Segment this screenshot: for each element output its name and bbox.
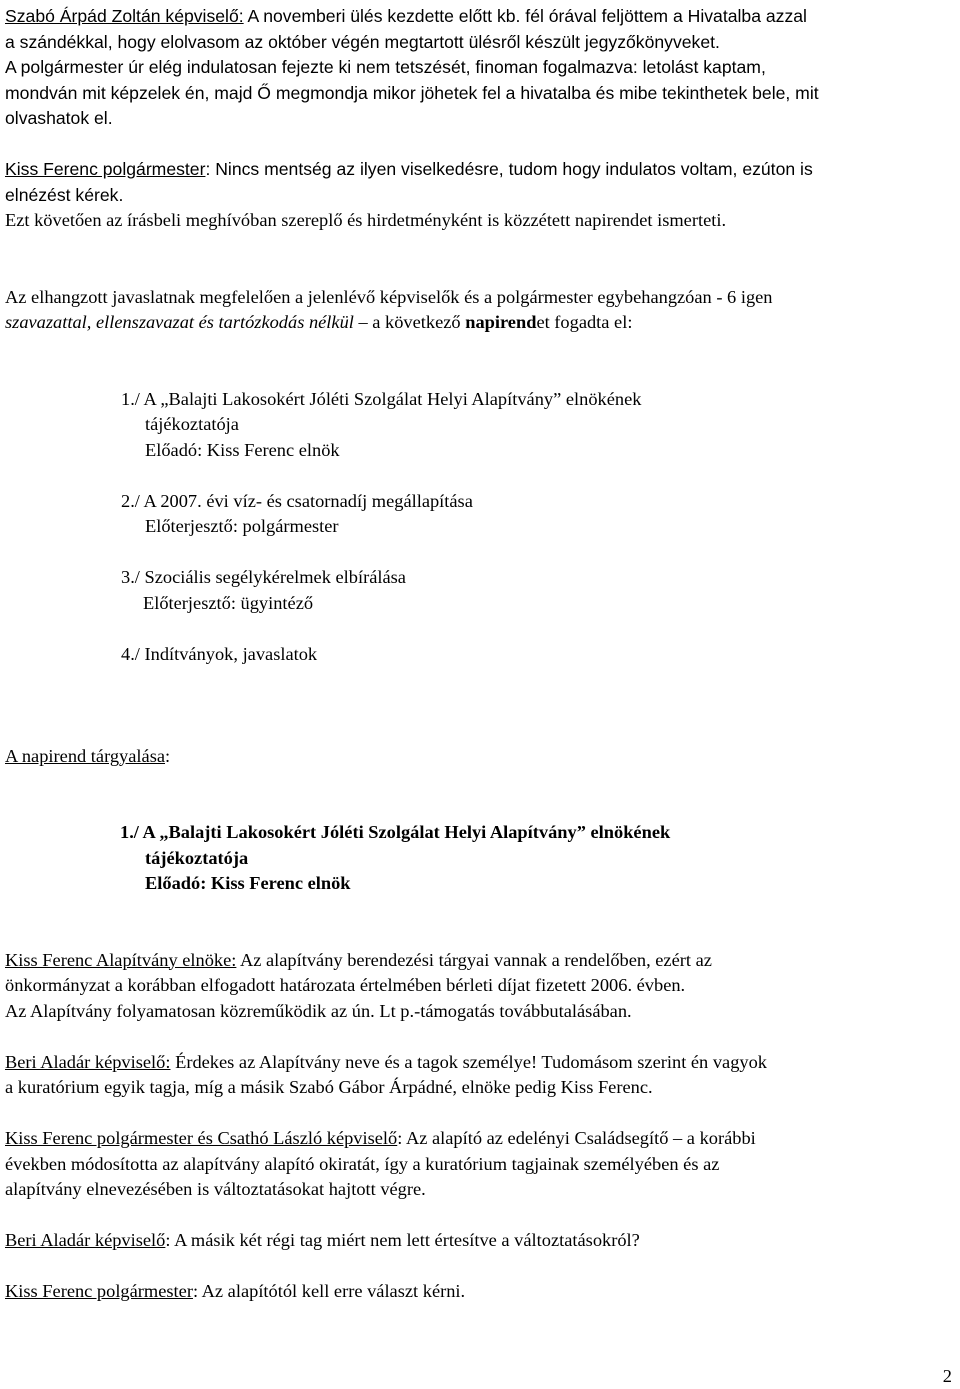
speaker-szabo: Szabó Árpád Zoltán képviselő: — [5, 6, 244, 26]
speaker-kiss-final: Kiss Ferenc polgármester — [5, 1281, 193, 1301]
section-heading: A napirend tárgyalása: — [5, 745, 171, 766]
paragraph-kiss-csatho: Kiss Ferenc polgármester és Csathó László képviselő: Az alapító az edelényi Családsegítő – a korábbi években módosította az alapítvány alapító okiratát, így a kuratórium tagjainak személyében és az alapítvány elnevezésében is változtatásokat hajtott végre. — [5, 1128, 756, 1199]
agenda-announcement: Ezt követően az írásbeli meghívóban szereplő és hirdetményként is közzétett napirendet ismerteti. — [5, 210, 727, 230]
document-page — [5, 4, 959, 1305]
speaker-kiss: Kiss Ferenc polgármester — [5, 159, 206, 179]
paragraph-beri-1: Beri Aladár képviselő: Érdekes az Alapítvány neve és a tagok személye! Tudomásom szerint én vagyok a kuratórium egyik tagja, míg a másik Szabó Gábor Árpádné, elnöke pedig Kiss Ferenc. — [5, 1051, 767, 1097]
paragraph-beri-2: Beri Aladár képviselő: A másik két régi tag miért nem lett értesítve a változtatásokról? — [5, 1230, 640, 1250]
paragraph-kiss-final: Kiss Ferenc polgármester: Az alapítótól kell erre választ kérni. — [5, 1281, 466, 1301]
speaker-beri: Beri Aladár képviselő: — [5, 1051, 171, 1072]
page-number: 2 — [942, 1366, 952, 1386]
speaker-kiss-csatho: Kiss Ferenc polgármester és Csathó László képviselő — [5, 1128, 398, 1148]
speaker-kiss-chair: Kiss Ferenc Alapítvány elnöke: — [5, 949, 237, 970]
paragraph-kiss-reply: Kiss Ferenc polgármester: Nincs mentség az ilyen viselkedésre, tudom hogy indulatos voltam, ezúton is elnézést kérek. Ezt követően az írásbeli meghívóban szereplő és hirdetményként is közzétett napirendet ismerteti. — [5, 157, 959, 234]
agenda-item-1: 1./ A „Balajti Lakosokért Jóléti Szolgálat Helyi Alapítvány” elnökének — [121, 388, 642, 409]
paragraph-foundation-chair: Kiss Ferenc Alapítvány elnöke: Az alapítvány berendezési tárgyai vannak a rendelőben, ezért az önkormányzat a korábban elfogadott határozata értelmében bérleti díjat fizetett 2006. évben. Az Alapítvány folyamatosan közreműködik az ún. Lt p.-támogatás továbbutalásában. — [5, 949, 712, 1021]
paragraph-vote: Az elhangzott javaslatnak megfelelően a jelenlévő képviselők és a polgármester egybehangzóan - 6 igen szavazattal, ellenszavazat és tartózkodás nélkül – a következő napirendet fogadta el: — [5, 286, 773, 332]
paragraph-szabo-statement: Szabó Árpád Zoltán képviselő: A novemberi ülés kezdette előtt kb. fél órával feljöttem a Hivatalba azzal a szándékkal, hogy elolvasom az október végén megtartott ülésről készült jegyzőkönyveket. A polgármester úr elég indulatosan fejezte ki nem tetszését, finoman fogalmazva: letolást kaptam, mondván mit képzelek én, majd Ő megmondja mikor jöhetek fel a hivatalba és mibe tekinthetek bele, mit olvashatok el. — [5, 6, 819, 128]
agenda-item-2: 2./ A 2007. évi víz- és csatornadíj megállapítása — [121, 490, 473, 511]
agenda-item-4: 4./ Indítványok, javaslatok — [121, 643, 318, 664]
discussion-item-1: 1./ A „Balajti Lakosokért Jóléti Szolgálat Helyi Alapítvány” elnökének tájékoztatója Előadó: Kiss Ferenc elnök — [120, 822, 671, 893]
agenda-list: 1./ A „Balajti Lakosokért Jóléti Szolgálat Helyi Alapítvány” elnökének tájékoztatója Előadó: Kiss Ferenc elnök 2./ A 2007. évi víz- és csatornadíj megállapítása Előterjesztő: polgármester 3./ Szociális segélykérelmek elbírálása Előterjesztő: ügyintéző 4./ Indítványok, javaslatok — [5, 387, 959, 668]
speaker-beri-2: Beri Aladár képviselő — [5, 1230, 166, 1250]
agenda-item-3: 3./ Szociális segélykérelmek elbírálása — [121, 567, 406, 587]
